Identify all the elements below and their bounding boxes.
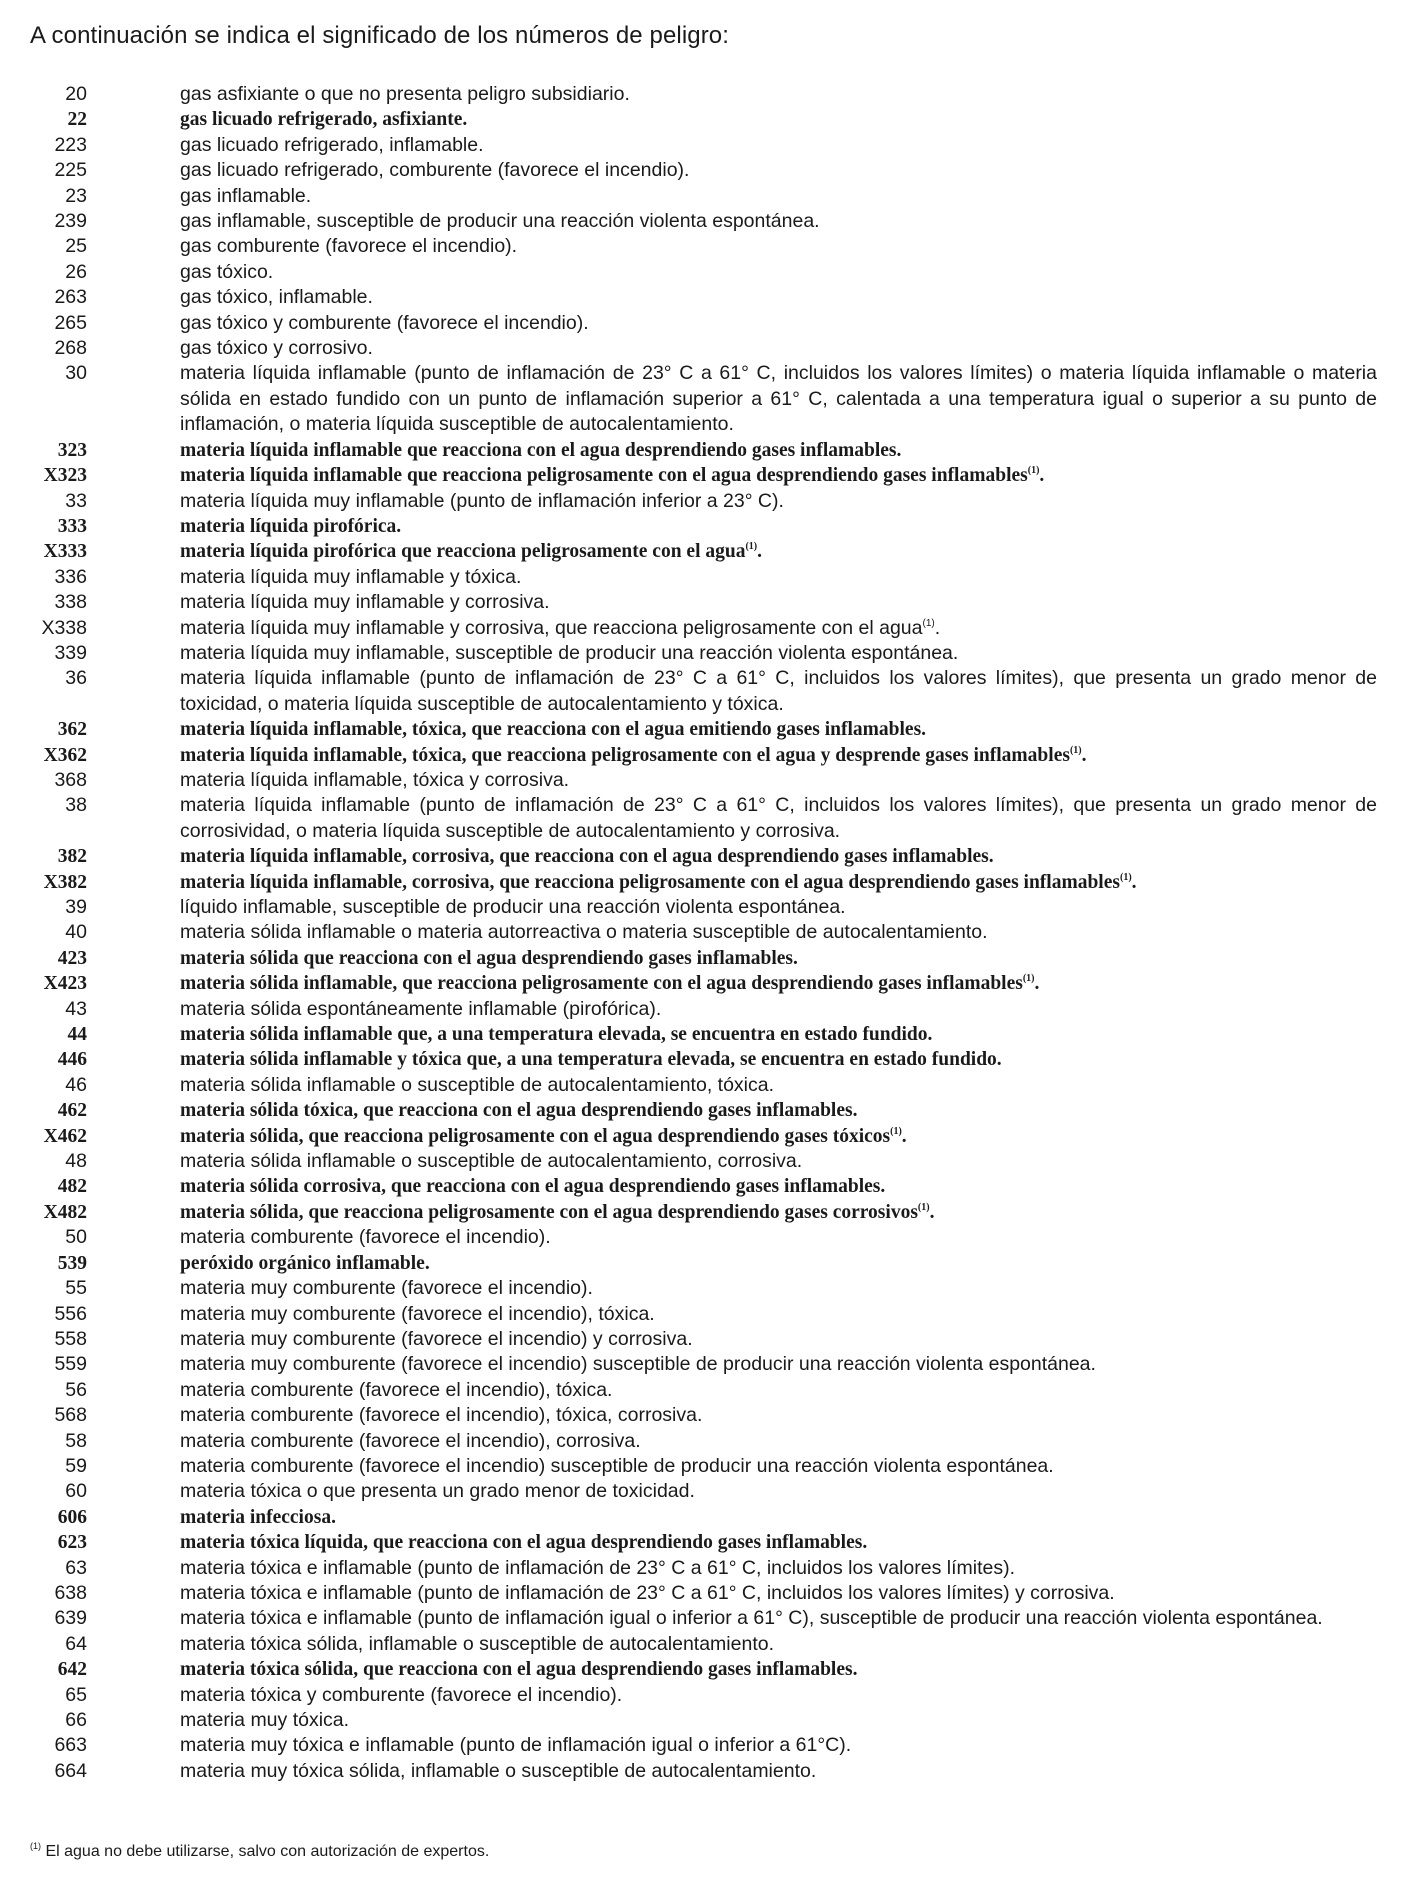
- hazard-description: [180, 1073, 1377, 1098]
- hazard-number: 25: [65, 235, 87, 258]
- hazard-description: [180, 1352, 1377, 1377]
- hazard-number: 268: [54, 337, 87, 360]
- hazard-description-text: gas tóxico y corrosivo.: [180, 337, 373, 360]
- hazard-number: 38: [65, 794, 87, 817]
- hazard-description: [180, 717, 1377, 742]
- hazard-entry: [0, 539, 1408, 564]
- hazard-entry: [0, 336, 1408, 361]
- hazard-number: 462: [57, 1100, 87, 1122]
- hazard-number: 65: [65, 1683, 87, 1706]
- hazard-description-text: materia tóxica o que presenta un grado menor de toxicidad.: [180, 1480, 695, 1503]
- hazard-number: 362: [57, 719, 87, 741]
- hazard-entry: [0, 1733, 1408, 1758]
- hazard-description: [180, 1505, 1377, 1530]
- hazard-entry: [0, 1632, 1408, 1657]
- hazard-number: 66: [65, 1709, 87, 1731]
- footnote-reference: (1): [1119, 871, 1132, 883]
- hazard-description-text: materia líquida inflamable que reacciona peligrosamente con el agua desprendiendo gases inflamables: [180, 465, 1028, 487]
- hazard-entry: [0, 1047, 1408, 1072]
- hazard-description: [180, 463, 1377, 488]
- hazard-number: 48: [65, 1150, 87, 1173]
- hazard-entry: [0, 1403, 1408, 1428]
- hazard-entry: [0, 768, 1408, 793]
- hazard-entry: [0, 1276, 1408, 1301]
- hazard-entry: [0, 184, 1408, 209]
- hazard-description-text: materia líquida inflamable (punto de inflamación de 23° C a 61° C, incluidos los valores límites) o materia líquida inflamable o materia sólida en estado fundido con un punto de inflamación superior a 61° C, calentada a una temperatura igual o superior a su punto de inflamación, o materia líquida susceptible de autocalentamiento.: [180, 362, 1377, 436]
- hazard-entry: [0, 260, 1408, 285]
- hazard-number: 556: [54, 1302, 87, 1325]
- hazard-entry: [0, 590, 1408, 615]
- hazard-description-text: materia líquida muy inflamable y tóxica.: [180, 565, 522, 588]
- hazard-entry: [0, 1073, 1408, 1098]
- hazard-description-text: materia sólida inflamable o susceptible de autocalentamiento, corrosiva.: [180, 1150, 803, 1173]
- hazard-description: [180, 1098, 1377, 1123]
- hazard-description: [180, 1047, 1377, 1072]
- hazard-entry: [0, 793, 1408, 844]
- hazard-entry: [0, 743, 1408, 768]
- hazard-description: [180, 870, 1377, 895]
- hazard-description: [180, 666, 1377, 717]
- hazard-description: [180, 946, 1377, 971]
- hazard-description: [180, 1454, 1377, 1479]
- hazard-description-text: gas inflamable.: [180, 184, 312, 207]
- hazard-entry: [0, 1251, 1408, 1276]
- hazard-description-text: materia líquida pirofórica que reacciona peligrosamente con el agua: [180, 541, 746, 563]
- hazard-description: [180, 1479, 1377, 1504]
- hazard-description: [180, 590, 1377, 615]
- hazard-description: [180, 1200, 1377, 1225]
- hazard-description-text: gas licuado refrigerado, comburente (favorece el incendio).: [180, 159, 690, 182]
- hazard-number: 26: [65, 260, 87, 283]
- hazard-entry: [0, 361, 1408, 437]
- hazard-description-text: materia sólida corrosiva, que reacciona con el agua desprendiendo gases inflamables.: [180, 1176, 886, 1198]
- hazard-entry: [0, 1200, 1408, 1225]
- hazard-description-text: materia sólida tóxica, que reacciona con el agua desprendiendo gases inflamables.: [180, 1100, 858, 1122]
- hazard-entry: [0, 895, 1408, 920]
- hazard-number: 20: [65, 83, 87, 105]
- hazard-entry: [0, 1708, 1408, 1733]
- hazard-description-end: .: [934, 616, 941, 639]
- hazard-number: 606: [57, 1506, 87, 1528]
- hazard-description: [180, 1632, 1377, 1657]
- hazard-description-text: materia tóxica e inflamable (punto de inflamación igual o inferior a 61° C), susceptible de producir una reacción violenta espontánea.: [180, 1607, 1323, 1630]
- hazard-number: 60: [65, 1480, 87, 1503]
- footnote-text: El agua no debe utilizarse, salvo con autorización de expertos.: [45, 1843, 490, 1860]
- hazard-number: 642: [57, 1659, 87, 1681]
- hazard-description-text: materia comburente (favorece el incendio), corrosiva.: [180, 1429, 641, 1452]
- hazard-description-text: materia sólida, que reacciona peligrosamente con el agua desprendiendo gases corrosivos: [180, 1201, 918, 1223]
- footnote-reference: (1): [917, 1201, 930, 1213]
- hazard-number: 623: [57, 1532, 87, 1554]
- hazard-description-text: gas comburente (favorece el incendio).: [180, 235, 518, 258]
- hazard-entry: [0, 1352, 1408, 1377]
- hazard-entry: [0, 107, 1408, 132]
- footnote-reference: (1): [922, 617, 935, 629]
- hazard-description-text: materia infecciosa.: [180, 1506, 336, 1528]
- hazard-description-text: materia muy comburente (favorece el incendio) susceptible de producir una reacción violenta espontánea.: [180, 1353, 1096, 1376]
- hazard-number: 59: [65, 1454, 87, 1477]
- hazard-entry: [0, 1581, 1408, 1606]
- hazard-entry: [0, 1022, 1408, 1047]
- hazard-description: [180, 1429, 1377, 1454]
- hazard-description-text: materia tóxica sólida, que reacciona con el agua desprendiendo gases inflamables.: [180, 1659, 858, 1681]
- hazard-description: [180, 616, 1377, 641]
- hazard-description-text: materia muy tóxica e inflamable (punto de inflamación igual o inferior a 61°C).: [180, 1734, 852, 1757]
- hazard-number: X462: [43, 1125, 87, 1147]
- hazard-description: [180, 1556, 1377, 1581]
- hazard-entry: [0, 133, 1408, 158]
- hazard-description: [180, 997, 1377, 1022]
- hazard-description-end: .: [1034, 973, 1040, 995]
- hazard-description-end: .: [757, 541, 762, 563]
- hazard-description: [180, 1530, 1377, 1555]
- hazard-number: 56: [65, 1378, 87, 1401]
- hazard-entry: [0, 1556, 1408, 1581]
- hazard-number: 225: [54, 159, 87, 182]
- hazard-entry: [0, 463, 1408, 488]
- hazard-number: 663: [54, 1734, 87, 1757]
- hazard-description-text: materia líquida inflamable, tóxica, que reacciona peligrosamente con el agua y desprende gases inflamables: [180, 744, 1070, 766]
- hazard-entry: [0, 1124, 1408, 1149]
- hazard-description: [180, 1683, 1377, 1708]
- hazard-entry: [0, 565, 1408, 590]
- hazard-description: [180, 285, 1377, 310]
- hazard-description-text: materia tóxica e inflamable (punto de inflamación de 23° C a 61° C, incluidos los valores límites) y corrosiva.: [180, 1581, 1115, 1604]
- hazard-entry: [0, 971, 1408, 996]
- hazard-description-text: materia comburente (favorece el incendio), tóxica, corrosiva.: [180, 1404, 703, 1427]
- footnote-reference: (1): [1022, 973, 1035, 985]
- hazard-description: [180, 1733, 1377, 1758]
- hazard-description-text: materia comburente (favorece el incendio), tóxica.: [180, 1378, 613, 1401]
- hazard-description-text: materia tóxica sólida, inflamable o susceptible de autocalentamiento.: [180, 1632, 775, 1655]
- hazard-entry: [0, 1302, 1408, 1327]
- hazard-description: [180, 844, 1377, 869]
- hazard-number: 482: [57, 1176, 87, 1198]
- footnote-reference: (1): [890, 1125, 902, 1137]
- hazard-description: [180, 133, 1377, 158]
- hazard-description: [180, 438, 1377, 463]
- hazard-description-text: materia sólida inflamable o susceptible de autocalentamiento, tóxica.: [180, 1073, 775, 1096]
- hazard-description: [180, 1708, 1377, 1733]
- hazard-description-text: materia líquida muy inflamable y corrosiva, que reacciona peligrosamente con el agua: [180, 616, 923, 639]
- hazard-number: 638: [54, 1581, 87, 1604]
- hazard-entry: [0, 209, 1408, 234]
- hazard-description-text: materia sólida inflamable y tóxica que, a una temperatura elevada, se encuentra en estado fundido.: [180, 1049, 1002, 1071]
- hazard-number: 446: [57, 1049, 87, 1071]
- hazard-description: [180, 920, 1377, 945]
- hazard-description-text: líquido inflamable, susceptible de producir una reacción violenta espontánea.: [180, 896, 846, 918]
- hazard-description: [180, 1174, 1377, 1199]
- hazard-description: [180, 1276, 1377, 1301]
- hazard-description: [180, 1403, 1377, 1428]
- hazard-number: 64: [65, 1632, 87, 1655]
- hazard-description: [180, 489, 1377, 514]
- hazard-description: [180, 1581, 1377, 1606]
- hazard-entry: [0, 1098, 1408, 1123]
- hazard-entry: [0, 844, 1408, 869]
- hazard-number: 55: [65, 1277, 87, 1300]
- footnote: [30, 1843, 489, 1861]
- hazard-entry: [0, 1174, 1408, 1199]
- hazard-entry: [0, 514, 1408, 539]
- hazard-description-text: materia comburente (favorece el incendio).: [180, 1226, 551, 1249]
- hazard-entry: [0, 870, 1408, 895]
- hazard-description-text: materia líquida inflamable, tóxica y corrosiva.: [180, 768, 570, 791]
- footnote-reference: (1): [1069, 744, 1082, 756]
- hazard-description: [180, 1606, 1377, 1631]
- footnote-reference: (1): [1027, 465, 1040, 477]
- hazard-entry: [0, 1225, 1408, 1250]
- hazard-entry: [0, 234, 1408, 259]
- hazard-description: [180, 641, 1377, 666]
- hazard-description-text: gas tóxico y comburente (favorece el incendio).: [180, 311, 589, 334]
- hazard-description: [180, 895, 1377, 920]
- hazard-description-text: materia tóxica líquida, que reacciona con el agua desprendiendo gases inflamables.: [180, 1532, 868, 1554]
- hazard-description: [180, 1251, 1377, 1276]
- hazard-description-text: gas asfixiante o que no presenta peligro subsidiario.: [180, 83, 630, 105]
- hazard-description: [180, 336, 1377, 361]
- hazard-entry: [0, 82, 1408, 107]
- hazard-description-text: materia sólida inflamable que, a una temperatura elevada, se encuentra en estado fundido.: [180, 1024, 933, 1046]
- hazard-description: [180, 234, 1377, 259]
- hazard-description-text: materia líquida muy inflamable, susceptible de producir una reacción violenta espontánea.: [180, 641, 959, 664]
- hazard-description-end: .: [1039, 465, 1045, 487]
- hazard-number: 559: [54, 1353, 87, 1376]
- hazard-number: 568: [54, 1404, 87, 1427]
- hazard-entry: [0, 1759, 1408, 1784]
- hazard-entry: [0, 717, 1408, 742]
- hazard-description: [180, 1302, 1377, 1327]
- hazard-number: 639: [54, 1607, 87, 1630]
- hazard-description: [180, 1657, 1377, 1682]
- hazard-number: 46: [65, 1073, 87, 1096]
- hazard-number: 265: [54, 311, 87, 334]
- hazard-entry: [0, 1378, 1408, 1403]
- hazard-description-end: .: [901, 1125, 907, 1147]
- hazard-entry: [0, 1505, 1408, 1530]
- hazard-number: 58: [65, 1429, 87, 1452]
- hazard-entry: [0, 1606, 1408, 1631]
- hazard-description: [180, 539, 1377, 564]
- hazard-entry: [0, 311, 1408, 336]
- hazard-description: [180, 1759, 1377, 1784]
- hazard-description-text: materia muy comburente (favorece el incendio) y corrosiva.: [180, 1327, 693, 1350]
- hazard-description-text: materia líquida inflamable, tóxica, que reacciona con el agua emitiendo gases inflamables.: [180, 719, 927, 741]
- hazard-number: X382: [43, 871, 87, 893]
- hazard-number: X338: [41, 616, 87, 639]
- hazard-entry: [0, 285, 1408, 310]
- hazard-description: [180, 1327, 1377, 1352]
- hazard-number: 30: [65, 362, 87, 385]
- hazard-description: [180, 768, 1377, 793]
- hazard-entry: [0, 1683, 1408, 1708]
- hazard-description-text: gas tóxico.: [180, 260, 274, 283]
- hazard-description-text: materia tóxica e inflamable (punto de inflamación de 23° C a 61° C, incluidos los valores límites).: [180, 1556, 1015, 1579]
- hazard-description: [180, 514, 1377, 539]
- hazard-entry: [0, 489, 1408, 514]
- hazard-number: 368: [54, 768, 87, 791]
- hazard-description-text: materia líquida muy inflamable y corrosiva.: [180, 591, 550, 614]
- hazard-number: X482: [43, 1201, 87, 1223]
- hazard-description-text: materia muy tóxica.: [180, 1709, 350, 1731]
- hazard-description: [180, 209, 1377, 234]
- hazard-entry: [0, 920, 1408, 945]
- hazard-description-text: gas inflamable, susceptible de producir una reacción violenta espontánea.: [180, 210, 820, 233]
- hazard-description-end: .: [1131, 871, 1137, 893]
- hazard-number: X323: [43, 465, 87, 487]
- hazard-description: [180, 260, 1377, 285]
- hazard-description-text: materia tóxica y comburente (favorece el incendio).: [180, 1683, 623, 1706]
- hazard-description-text: materia líquida inflamable que reacciona con el agua desprendiendo gases inflamables.: [180, 439, 902, 461]
- hazard-description: [180, 158, 1377, 183]
- hazard-number: 239: [54, 210, 87, 233]
- hazard-description: [180, 1225, 1377, 1250]
- hazard-entry: [0, 616, 1408, 641]
- hazard-number: 40: [65, 921, 87, 944]
- hazard-entry: [0, 997, 1408, 1022]
- hazard-number: 33: [65, 489, 87, 512]
- hazard-number: 63: [65, 1556, 87, 1579]
- hazard-description-text: gas licuado refrigerado, asfixiante.: [180, 109, 468, 131]
- hazard-description: [180, 361, 1377, 437]
- hazard-description-text: gas tóxico, inflamable.: [180, 286, 373, 309]
- hazard-entry: [0, 946, 1408, 971]
- hazard-description: [180, 107, 1377, 132]
- hazard-number: 339: [54, 641, 87, 664]
- hazard-entry: [0, 438, 1408, 463]
- hazard-description-text: materia líquida inflamable (punto de inflamación de 23° C a 61° C, incluidos los valores límites), que presenta un grado menor de toxicidad, o materia líquida susceptible de autocalentamiento y tóxica.: [180, 667, 1377, 715]
- hazard-number: 223: [54, 133, 87, 156]
- hazard-number: 336: [54, 565, 87, 588]
- hazard-description-end: .: [929, 1201, 935, 1223]
- hazard-description-text: peróxido orgánico inflamable.: [180, 1252, 430, 1274]
- hazard-number: 558: [54, 1327, 87, 1350]
- hazard-description-text: materia muy comburente (favorece el incendio), tóxica.: [180, 1302, 655, 1325]
- hazard-number-list: [0, 82, 1408, 1784]
- hazard-description-text: materia líquida muy inflamable (punto de inflamación inferior a 23° C).: [180, 489, 784, 512]
- hazard-entry: [0, 1454, 1408, 1479]
- hazard-description-text: materia líquida pirofórica.: [180, 515, 402, 537]
- hazard-number: 50: [65, 1226, 87, 1249]
- hazard-entry: [0, 1149, 1408, 1174]
- hazard-number: X362: [43, 744, 87, 766]
- hazard-number: 43: [65, 997, 87, 1020]
- hazard-number: 39: [65, 896, 87, 918]
- footnote-reference: (1): [745, 541, 758, 553]
- hazard-description: [180, 311, 1377, 336]
- hazard-entry: [0, 1657, 1408, 1682]
- hazard-description-text: materia sólida que reacciona con el agua desprendiendo gases inflamables.: [180, 947, 798, 969]
- hazard-description: [180, 743, 1377, 768]
- hazard-number: 382: [57, 846, 87, 868]
- hazard-entry: [0, 158, 1408, 183]
- hazard-number: 36: [65, 667, 87, 690]
- hazard-number: 423: [57, 947, 87, 969]
- hazard-description: [180, 1124, 1377, 1149]
- hazard-description-end: .: [1081, 744, 1087, 766]
- hazard-number: 539: [57, 1252, 87, 1274]
- hazard-entry: [0, 666, 1408, 717]
- hazard-entry: [0, 1479, 1408, 1504]
- hazard-description-text: materia sólida inflamable o materia autorreactiva o materia susceptible de autocalentamiento.: [180, 921, 988, 944]
- hazard-description: [180, 1378, 1377, 1403]
- hazard-entry: [0, 641, 1408, 666]
- hazard-entry: [0, 1429, 1408, 1454]
- hazard-number: 323: [57, 439, 87, 461]
- hazard-description: [180, 1149, 1377, 1174]
- hazard-description: [180, 971, 1377, 996]
- intro-heading: A continuación se indica el significado de los números de peligro:: [30, 22, 730, 49]
- hazard-description-text: materia líquida inflamable, corrosiva, que reacciona peligrosamente con el agua desprendiendo gases inflamables: [180, 871, 1120, 893]
- hazard-number: 23: [65, 184, 87, 207]
- hazard-description-text: materia muy comburente (favorece el incendio).: [180, 1277, 593, 1300]
- hazard-description-text: materia sólida inflamable, que reacciona peligrosamente con el agua desprendiendo gases inflamables: [180, 973, 1023, 995]
- hazard-number: 333: [57, 515, 87, 537]
- hazard-description-text: materia sólida, que reacciona peligrosamente con el agua desprendiendo gases tóxicos: [180, 1125, 891, 1147]
- hazard-description-text: materia muy tóxica sólida, inflamable o susceptible de autocalentamiento.: [180, 1759, 817, 1782]
- hazard-entry: [0, 1327, 1408, 1352]
- hazard-number: 263: [54, 286, 87, 309]
- hazard-description-text: materia líquida inflamable, corrosiva, que reacciona con el agua desprendiendo gases inflamables.: [180, 846, 994, 868]
- hazard-description-text: materia comburente (favorece el incendio) susceptible de producir una reacción violenta espontánea.: [180, 1454, 1054, 1477]
- hazard-number: X423: [43, 973, 87, 995]
- hazard-description: [180, 184, 1377, 209]
- hazard-number: 664: [54, 1759, 87, 1782]
- footnote-mark: (1): [30, 1841, 41, 1851]
- hazard-description-text: materia sólida espontáneamente inflamable (pirofórica).: [180, 997, 662, 1020]
- hazard-description-text: gas licuado refrigerado, inflamable.: [180, 133, 484, 156]
- hazard-entry: [0, 1530, 1408, 1555]
- hazard-number: 338: [54, 591, 87, 614]
- hazard-description: [180, 1022, 1377, 1047]
- hazard-number: 44: [67, 1024, 87, 1046]
- hazard-description: [180, 565, 1377, 590]
- hazard-description: [180, 82, 1377, 107]
- hazard-description-text: materia líquida inflamable (punto de inflamación de 23° C a 61° C, incluidos los valores límites), que presenta un grado menor de corrosividad, o materia líquida susceptible de autocalentamiento y corrosiva.: [180, 794, 1377, 842]
- hazard-description: [180, 793, 1377, 844]
- hazard-number: X333: [43, 541, 87, 563]
- hazard-number: 22: [67, 109, 87, 131]
